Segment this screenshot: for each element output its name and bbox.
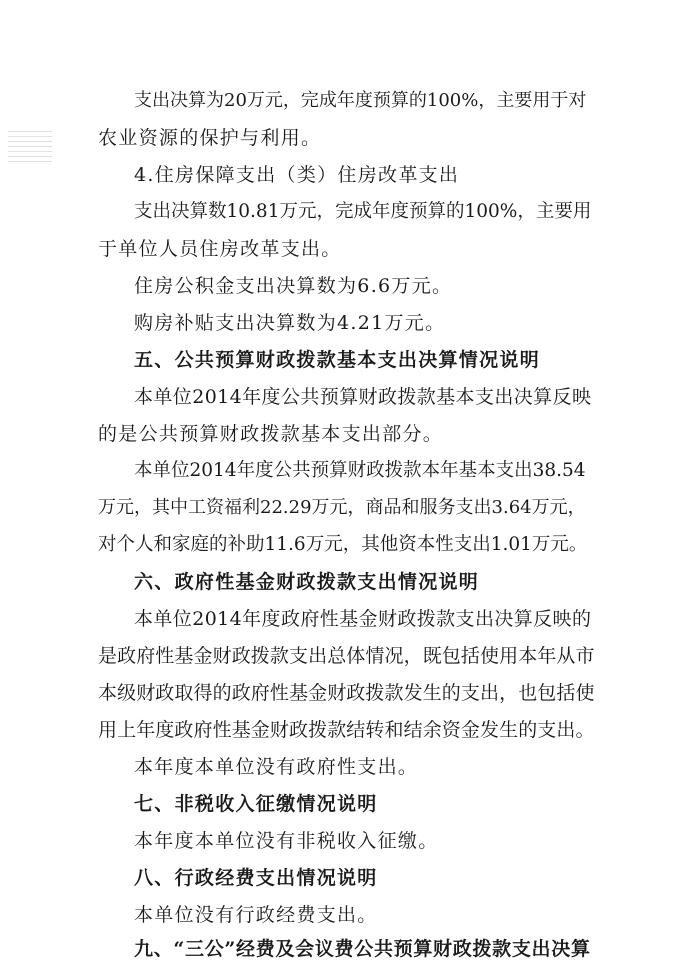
- section-heading-5: 五、公共预算财政拨款基本支出决算情况说明: [134, 349, 541, 371]
- paragraph-line: 用上年度政府性基金财政拨款结转和结余资金发生的支出。: [98, 719, 595, 741]
- section-heading-6: 六、政府性基金财政拨款支出情况说明: [134, 571, 480, 593]
- section-heading-8: 八、行政经费支出情况说明: [134, 867, 378, 889]
- paragraph-line: 本单位2014年度政府性基金财政拨款支出决算反映的: [134, 608, 592, 630]
- section-heading-9: 九、“三公”经费及会议费公共预算财政拨款支出决算: [134, 938, 591, 960]
- paragraph-line: 本单位2014年度公共预算财政拨款本年基本支出38.54: [134, 460, 586, 481]
- paragraph-line: 购房补贴支出决算数为4.21万元。: [134, 312, 446, 334]
- paragraph-line: 本单位2014年度公共预算财政拨款基本支出决算反映: [134, 386, 592, 408]
- paragraph-line: 本级财政取得的政府性基金财政拨款发生的支出，也包括使: [98, 682, 595, 704]
- paragraph-line: 本年度本单位没有政府性支出。: [134, 756, 419, 778]
- paragraph-line: 万元，其中工资福利22.29万元，商品和服务支出3.64万元，: [98, 497, 586, 518]
- paragraph-line: 本单位没有行政经费支出。: [134, 904, 378, 926]
- paragraph-line: 住房公积金支出决算数为6.6万元。: [134, 275, 453, 297]
- paragraph-line: 是政府性基金财政拨款支出总体情况，既包括使用本年从市: [98, 645, 595, 667]
- section-heading-7: 七、非税收入征缴情况说明: [134, 793, 378, 815]
- paragraph-line: 农业资源的保护与利用。: [98, 127, 322, 149]
- paragraph-line: 支出决算为20万元，完成年度预算的100%，主要用于对: [134, 90, 587, 111]
- paragraph-line: 对个人和家庭的补助11.6万元，其他资本性支出1.01万元。: [98, 534, 588, 555]
- paragraph-line: 支出决算数10.81万元，完成年度预算的100%，主要用: [134, 201, 592, 222]
- paragraph-line: 本年度本单位没有非税收入征缴。: [134, 830, 439, 852]
- scan-artifact: [8, 128, 52, 162]
- subheading-line: 4.住房保障支出（类）住房改革支出: [134, 164, 460, 186]
- paragraph-line: 的是公共预算财政拨款基本支出部分。: [98, 423, 444, 445]
- paragraph-line: 于单位人员住房改革支出。: [98, 238, 342, 260]
